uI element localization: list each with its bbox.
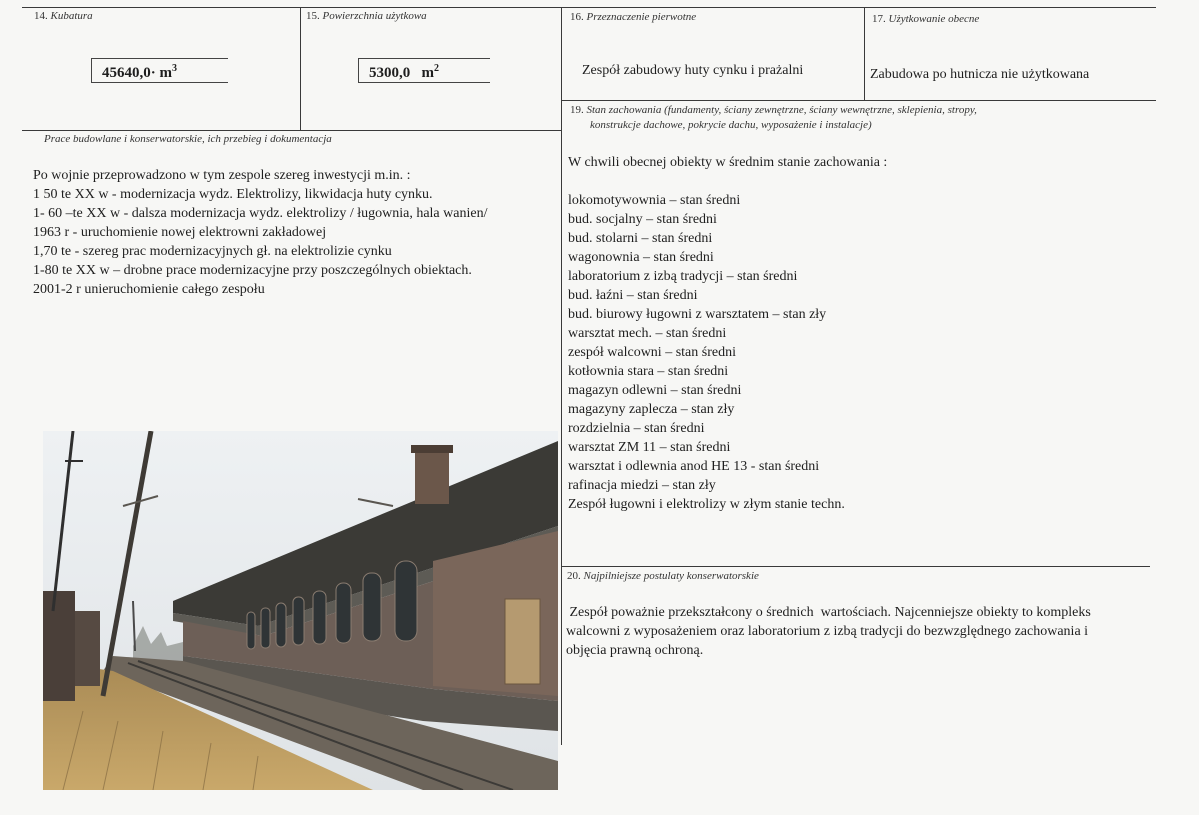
building-photo	[43, 431, 558, 790]
field-19-title-line-1: Stan zachowania (fundamenty, ściany zewnętrzne, ściany wewnętrzne, sklepienia, stropy,	[586, 104, 977, 116]
field-15-number: 15.	[306, 10, 320, 22]
works-line: 1,70 te - szereg prac modernizacyjnych gł. na elektrolizie cynku	[33, 244, 392, 259]
area-value: 5300,0	[369, 65, 411, 81]
list-item: kotłownia stara – stan średni	[568, 364, 729, 379]
field-17-title: Użytkowanie obecne	[888, 13, 980, 25]
list-item: warsztat mech. – stan średni	[568, 326, 727, 341]
list-item: rozdzielnia – stan średni	[568, 421, 705, 436]
building-photo-illustration	[43, 431, 558, 790]
postulates-text	[566, 603, 1091, 660]
list-item: wagonownia – stan średni	[568, 250, 714, 265]
field-20-title: Najpilniejsze postulaty konserwatorskie	[583, 570, 759, 582]
field-15-value-box	[358, 58, 490, 83]
works-section-label: Prace budowlane i konserwatorskie, ich przebieg i dokumentacja	[44, 133, 332, 145]
condition-list	[568, 191, 845, 514]
divider-16-17	[864, 7, 865, 100]
rule-right-section	[562, 100, 1156, 101]
field-17-number: 17.	[872, 13, 886, 25]
works-line: Po wojnie przeprowadzono w tym zespole szereg inwestycji m.in. :	[33, 168, 411, 183]
list-item: warsztat i odlewnia anod HE 13 - stan średni	[568, 459, 820, 474]
list-item: bud. łaźni – stan średni	[568, 288, 698, 303]
list-item: bud. biurowy ługowni z warsztatem – stan zły	[568, 307, 827, 322]
volume-unit: m	[159, 65, 173, 81]
list-item: Zespół ługowni i elektrolizy w złym stanie techn.	[568, 497, 845, 512]
rule-left-section	[22, 130, 562, 131]
field-20-number: 20.	[567, 570, 581, 582]
postulates-line: Zespół poważnie przekształcony o średnich wartościach. Najcenniejsze obiekty to kompleks	[566, 605, 1091, 620]
field-16-label	[570, 11, 696, 23]
field-19-label	[570, 103, 977, 133]
works-line: 1963 r - uruchomienie nowej elektrowni zakładowej	[33, 225, 327, 240]
postulates-line: objęcia prawną ochroną.	[566, 643, 704, 658]
main-vertical-divider	[561, 7, 562, 745]
area-unit-exponent: 2	[434, 63, 439, 74]
works-line: 2001-2 r unieruchomienie całego zespołu	[33, 282, 265, 297]
works-line: 1- 60 –te XX w - dalsza modernizacja wydz. elektrolizy / ługownia, hala wanien/	[33, 206, 488, 221]
field-20-label	[567, 570, 759, 582]
field-17-label	[872, 13, 979, 25]
works-line: 1 50 te XX w - modernizacja wydz. Elektrolizy, likwidacja huty cynku.	[33, 187, 433, 202]
field-19-number: 19.	[570, 104, 584, 116]
original-purpose-value: Zespół zabudowy huty cynku i prażalni	[582, 63, 804, 78]
list-item: magazyn odlewni – stan średni	[568, 383, 742, 398]
area-unit: m	[421, 65, 434, 81]
condition-intro: W chwili obecnej obiekty w średnim stanie zachowania :	[568, 155, 888, 170]
field-19-title-line-2: konstrukcje dachowe, pokrycie dachu, wyposażenie i instalacje)	[590, 119, 872, 131]
field-15-label	[306, 10, 427, 22]
rule-above-20	[562, 566, 1150, 567]
works-history-text	[33, 166, 487, 299]
list-item: warsztat ZM 11 – stan średni	[568, 440, 731, 455]
field-14-value-box: $45640,0\cdot m^3$	[91, 58, 228, 83]
volume-unit-exponent: 3	[172, 63, 178, 74]
list-item: lokomotywownia – stan średni	[568, 193, 741, 208]
list-item: rafinacja miedzi – stan zły	[568, 478, 716, 493]
field-14-label	[34, 10, 93, 22]
list-item: laboratorium z izbą tradycji – stan średni	[568, 269, 798, 284]
volume-value: 45640,0	[102, 65, 151, 81]
field-14-number: 14.	[34, 10, 48, 22]
current-use-value: Zabudowa po hutnicza nie użytkowana	[870, 67, 1090, 82]
list-item: bud. socjalny – stan średni	[568, 212, 717, 227]
divider-14-15	[300, 7, 301, 130]
field-16-number: 16.	[570, 11, 584, 23]
postulates-line: walcowni z wyposażeniem oraz laboratorium z izbą tradycji do bezwzględnego zachowania i	[566, 624, 1089, 639]
list-item: zespół walcowni – stan średni	[568, 345, 736, 360]
list-item: magazyny zaplecza – stan zły	[568, 402, 735, 417]
works-line: 1-80 te XX w – drobne prace modernizacyjne przy poszczególnych obiektach.	[33, 263, 472, 278]
field-16-title: Przeznaczenie pierwotne	[586, 11, 697, 23]
field-14-title: Kubatura	[50, 10, 93, 22]
list-item: bud. stolarni – stan średni	[568, 231, 713, 246]
field-15-title: Powierzchnia użytkowa	[322, 10, 427, 22]
top-rule	[22, 7, 1156, 8]
